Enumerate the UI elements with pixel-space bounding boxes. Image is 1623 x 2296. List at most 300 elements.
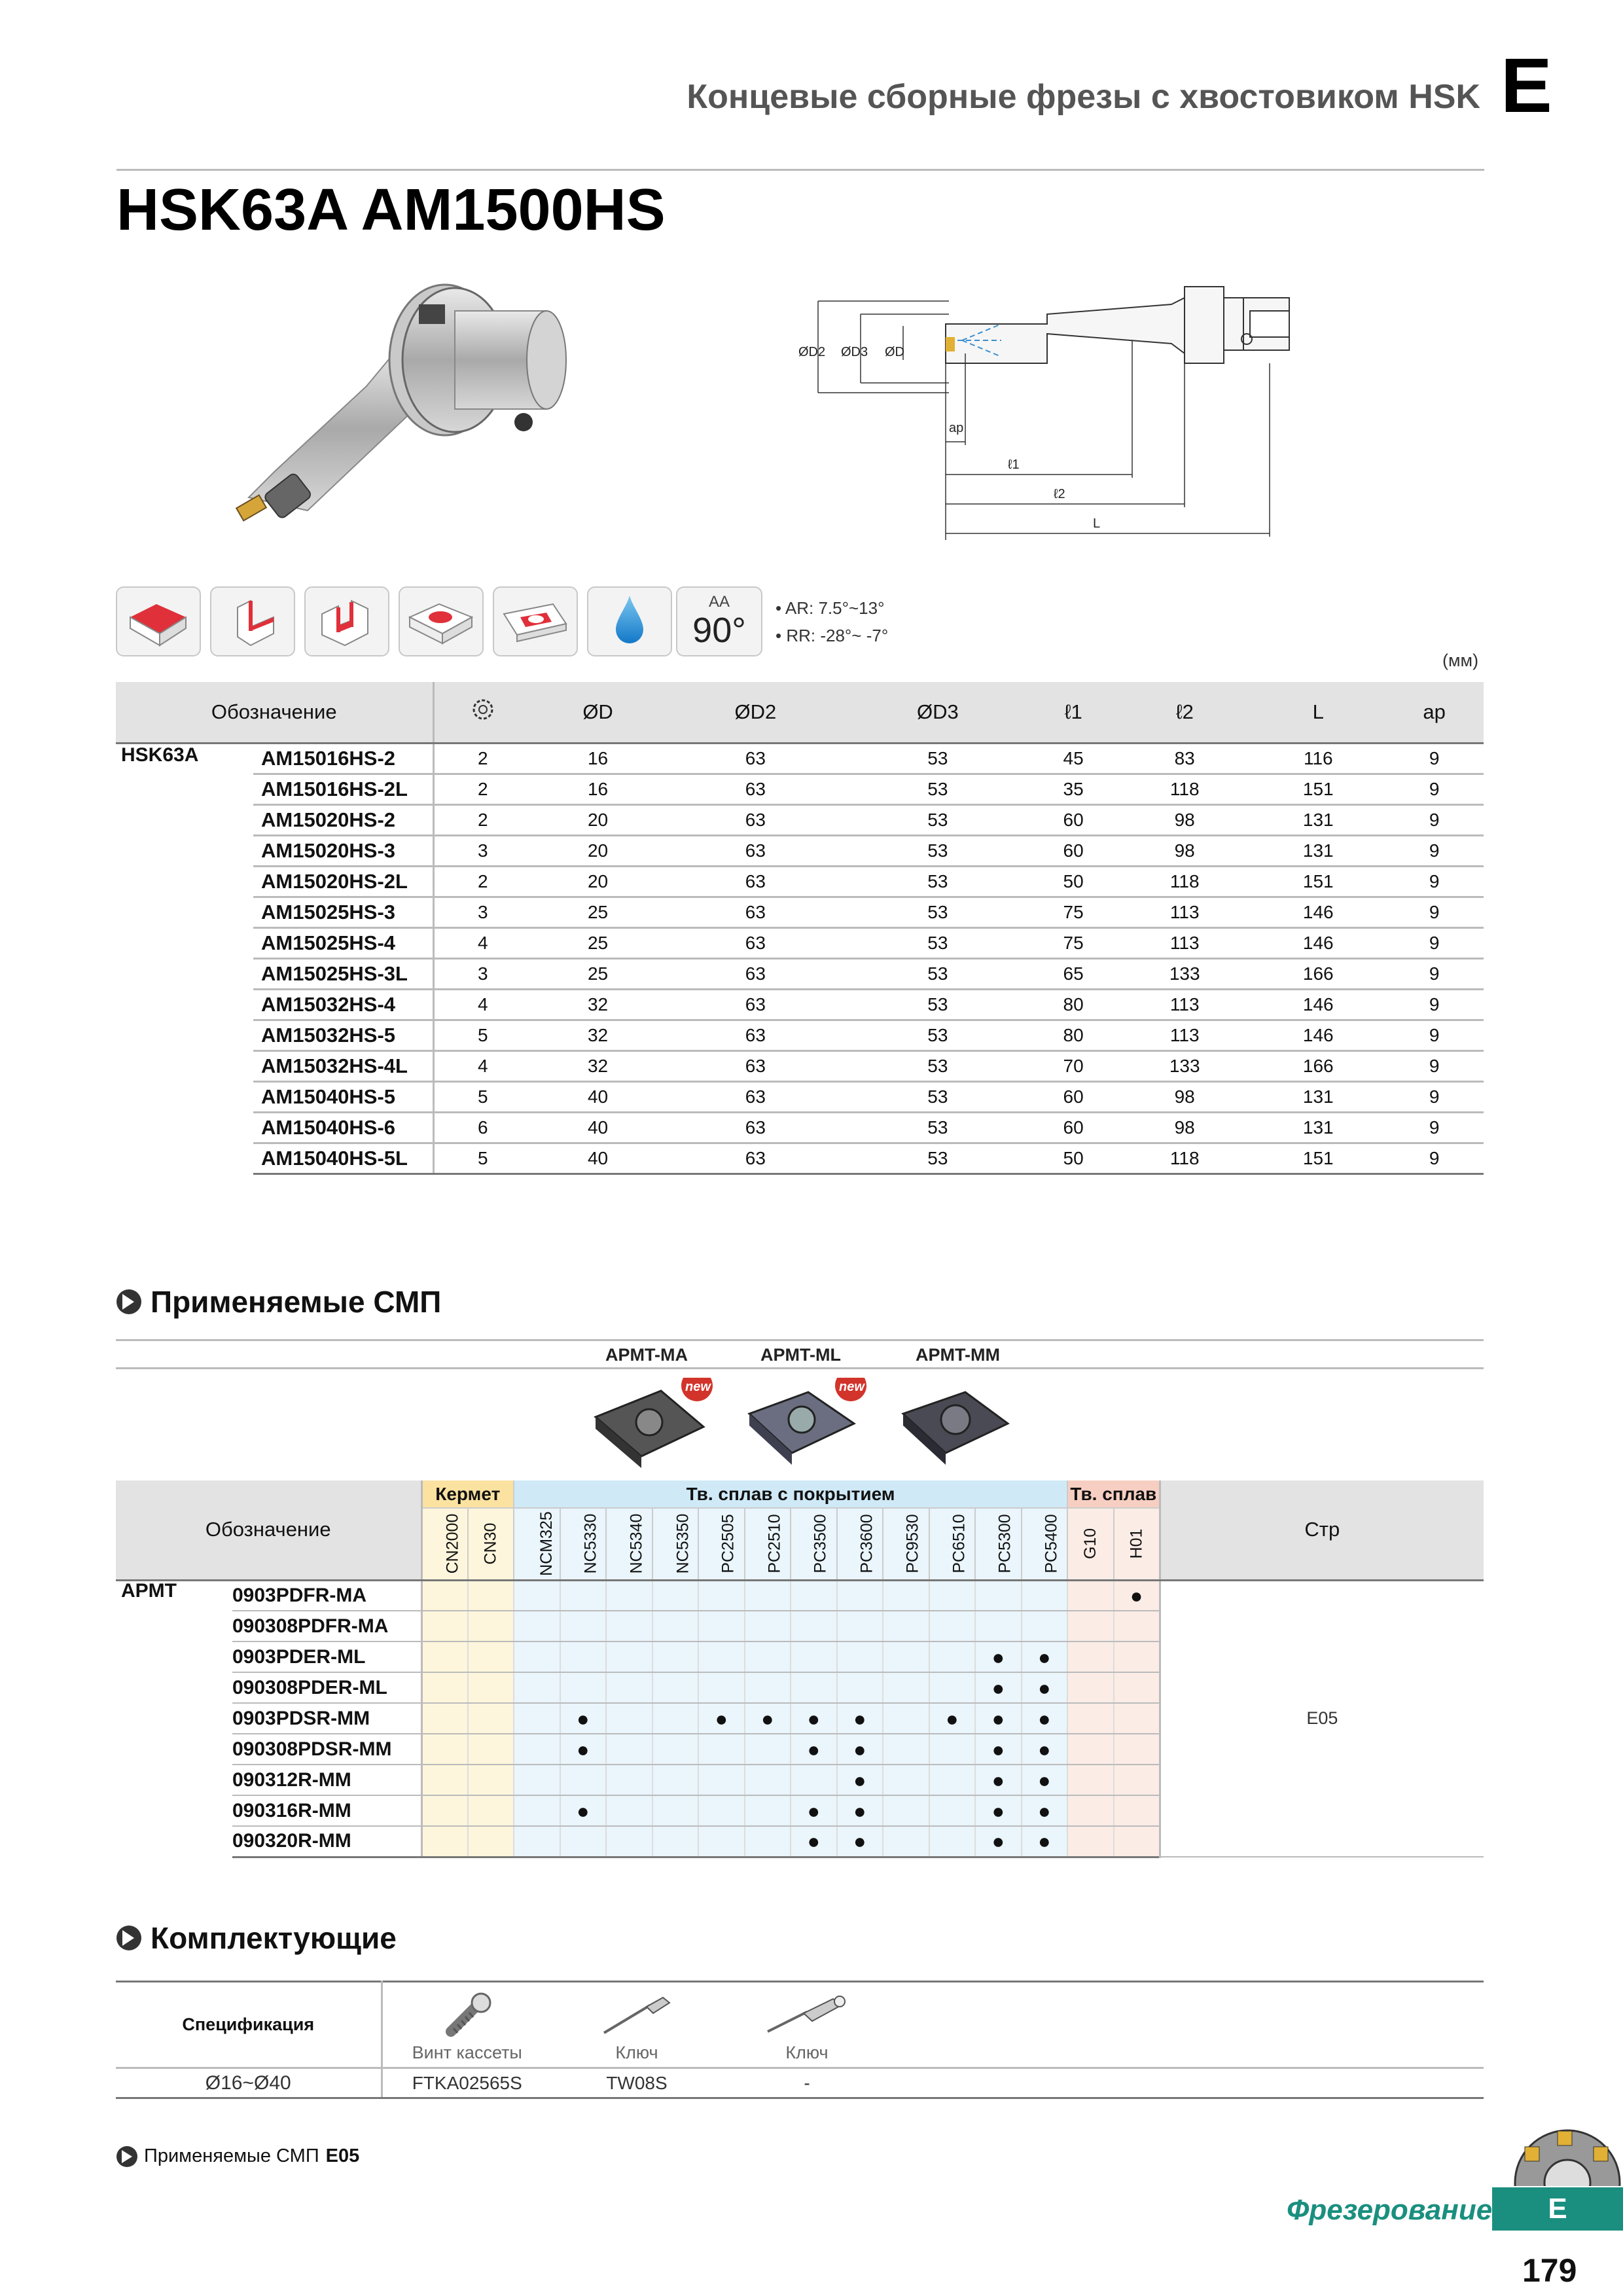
grade-header: NC5330 [560,1508,607,1580]
table-cell: 53 [847,1050,1029,1081]
inserts-section-title: Применяемые СМП [116,1284,441,1319]
radial-rake-spec: • RR: -28°~ -7° [776,626,889,645]
table-cell: 16 [531,774,664,804]
grade-cell [929,1795,976,1826]
grade-cell [1114,1795,1160,1826]
table-cell: 63 [664,927,846,958]
table-cell: 9 [1385,958,1484,989]
grade-mark: ● [929,1703,976,1734]
table-row [116,1050,1484,1081]
tool-code: AM15025HS-4 [253,927,433,958]
table-cell: 98 [1118,835,1251,866]
parts-screw-code: FTKA02565S [382,2068,552,2098]
table-cell: 63 [664,1112,846,1143]
grade-mark: ● [975,1795,1022,1826]
table-cell: 151 [1251,1143,1385,1174]
table-row [116,958,1484,989]
grade-cell [883,1826,929,1857]
table-cell: 4 [433,1050,531,1081]
table-cell: 118 [1118,1143,1251,1174]
grade-cell [421,1703,468,1734]
table-cell: 20 [531,835,664,866]
tool-code: AM15020HS-3 [253,835,433,866]
grade-mark: ● [1022,1641,1068,1672]
table-cell: 60 [1029,804,1118,835]
table-cell: 131 [1251,1081,1385,1112]
grade-mark: ● [837,1795,883,1826]
grade-cell [837,1641,883,1672]
table-cell: 63 [664,1050,846,1081]
table-cell: 133 [1118,958,1251,989]
unit-label: (мм) [1442,651,1479,670]
grade-cell [745,1611,791,1641]
grade-cell [468,1734,514,1765]
grade-cell [1067,1765,1114,1795]
grade-cell [698,1734,745,1765]
grade-cell [468,1826,514,1857]
table-row [116,897,1484,927]
tool-code: AM15016HS-2L [253,774,433,804]
grade-cell [560,1826,607,1857]
tool-code: AM15025HS-3L [253,958,433,989]
shoulder-icon [210,586,295,656]
table-cell: 133 [1118,1050,1251,1081]
table-cell: 63 [664,743,846,774]
grade-cell [791,1611,837,1641]
tool-code: AM15040HS-5L [253,1143,433,1174]
table-row [116,866,1484,897]
grade-cell [1022,1611,1068,1641]
dimensions-table [116,682,1484,1175]
grade-cell [514,1795,560,1826]
insert-code: 0903PDSR-MM [232,1703,421,1734]
approach-angle-label: AA [708,593,730,611]
table-row [116,1112,1484,1143]
grade-cell [698,1826,745,1857]
dimension-diagram [792,275,1309,543]
grade-cell [560,1611,607,1641]
grade-mark: ● [791,1734,837,1765]
grade-cell [652,1641,699,1672]
table-cell: 60 [1029,1081,1118,1112]
grade-cell [606,1795,652,1826]
grade-cell [652,1703,699,1734]
shank-prefix: HSK63A [121,744,199,766]
grade-cell [883,1703,929,1734]
group-carbide: Тв. сплав [1067,1480,1160,1508]
col-d: ØD [531,682,664,743]
grade-cell [606,1611,652,1641]
grade-cell [837,1580,883,1611]
grade-cell [791,1641,837,1672]
grade-mark: ● [1022,1703,1068,1734]
grade-cell [1067,1795,1114,1826]
grade-cell [606,1703,652,1734]
tool-code: AM15016HS-2 [253,743,433,774]
reference-link[interactable]: Применяемые СМП E05 [116,2145,359,2167]
label-d2: ØD2 [798,345,826,359]
table-cell: 63 [664,1143,846,1174]
grade-cell [1022,1580,1068,1611]
table-cell: 9 [1385,1112,1484,1143]
parts-section-title: Комплектующие [116,1920,397,1956]
parts-spec-header: Спецификация [116,1982,382,2068]
grade-cell [560,1580,607,1611]
grade-mark: ● [1022,1826,1068,1857]
coolant-icon [587,586,672,656]
roughing-icon [116,586,201,656]
grade-cell [929,1672,976,1703]
grade-mark: ● [1022,1765,1068,1795]
table-cell: 50 [1029,866,1118,897]
grade-cell [929,1641,976,1672]
group-cermet: Кермет [421,1480,514,1508]
insert-code: 0903PDER-ML [232,1641,421,1672]
grade-cell [698,1672,745,1703]
table-cell: 32 [531,1050,664,1081]
grade-header: NCM325 [514,1508,560,1580]
insert-prefix: APMT [121,1579,177,1602]
grade-cell [929,1765,976,1795]
grade-cell [560,1765,607,1795]
table-cell: 5 [433,1143,531,1174]
grade-mark: ● [698,1703,745,1734]
key-icon [597,1992,676,2038]
tool-code: AM15032HS-4L [253,1050,433,1081]
grade-cell [837,1611,883,1641]
grade-cell [883,1672,929,1703]
col-L: L [1251,682,1385,743]
grade-cell [745,1826,791,1857]
grade-mark: ● [745,1703,791,1734]
grade-mark: ● [1114,1580,1160,1611]
table-cell: 9 [1385,866,1484,897]
group-coated-carbide: Тв. сплав с покрытием [514,1480,1067,1508]
insert-apmt-ma-image [582,1378,720,1476]
table-cell: 40 [531,1143,664,1174]
table-cell: 131 [1251,804,1385,835]
table-row [116,1081,1484,1112]
grade-cell [652,1580,699,1611]
table-cell: 113 [1118,927,1251,958]
grade-mark: ● [975,1765,1022,1795]
reference-arrow-icon [116,2146,137,2167]
grade-cell [929,1734,976,1765]
grade-cell [421,1826,468,1857]
insert-name: APMT-MM [916,1345,1000,1365]
section-bullet-icon [116,1926,141,1950]
table-cell: 2 [433,774,531,804]
grade-cell [514,1672,560,1703]
grade-col-designation: Обозначение [116,1480,421,1580]
grade-cell [1067,1611,1114,1641]
table-cell: 131 [1251,1112,1385,1143]
table-cell: 113 [1118,1020,1251,1050]
grade-cell [606,1641,652,1672]
table-cell: 80 [1029,1020,1118,1050]
table-cell: 40 [531,1112,664,1143]
grade-cell [929,1611,976,1641]
table-cell: 50 [1029,1143,1118,1174]
grade-cell [560,1641,607,1672]
table-cell: 146 [1251,1020,1385,1050]
grade-cell [1067,1641,1114,1672]
grade-cell [1114,1826,1160,1857]
col-d2: ØD2 [664,682,846,743]
grade-mark: ● [837,1734,883,1765]
table-row [116,743,1484,774]
pocketing-icon [493,586,578,656]
grade-cell [468,1765,514,1795]
grade-cell [745,1641,791,1672]
tool-code: AM15025HS-3 [253,897,433,927]
grade-cell [421,1611,468,1641]
approach-angle-value: 90° [692,611,746,650]
table-cell: 63 [664,1020,846,1050]
tool-code: AM15040HS-5 [253,1081,433,1112]
grade-col-page: Стр [1160,1480,1484,1580]
table-cell: 4 [433,989,531,1020]
table-cell: 4 [433,927,531,958]
grade-cell [606,1580,652,1611]
grade-cell [514,1765,560,1795]
grade-cell [421,1734,468,1765]
insert-code: 0903PDFR-MA [232,1580,421,1611]
table-cell: 63 [664,897,846,927]
grade-cell [421,1580,468,1611]
grade-cell [606,1734,652,1765]
grade-cell [1067,1734,1114,1765]
table-cell: 9 [1385,1050,1484,1081]
table-cell: 118 [1118,866,1251,897]
parts-table [116,1981,1484,2099]
table-cell: 83 [1118,743,1251,774]
insert-apmt-mm-image [890,1378,1027,1476]
table-cell: 9 [1385,989,1484,1020]
grade-header: NC5350 [652,1508,699,1580]
grade-cell [652,1611,699,1641]
table-cell: 146 [1251,989,1385,1020]
grade-header: PC9530 [883,1508,929,1580]
grade-cell [791,1765,837,1795]
table-cell: 53 [847,958,1029,989]
table-row [116,927,1484,958]
table-cell: 65 [1029,958,1118,989]
header-divider [116,169,1484,171]
table-cell: 40 [531,1081,664,1112]
grade-header: NC5340 [606,1508,652,1580]
grade-mark: ● [975,1826,1022,1857]
grade-cell [698,1795,745,1826]
grade-cell [421,1795,468,1826]
table-cell: 75 [1029,927,1118,958]
table-cell: 60 [1029,1112,1118,1143]
table-row [116,804,1484,835]
grade-cell [745,1765,791,1795]
grade-cell [745,1734,791,1765]
grade-mark: ● [791,1795,837,1826]
grade-cell [468,1703,514,1734]
table-cell: 9 [1385,927,1484,958]
table-cell: 63 [664,835,846,866]
table-cell: 53 [847,1143,1029,1174]
label-l2: ℓ2 [1054,487,1065,501]
section-bullet-icon [116,1289,141,1314]
grade-cell [514,1734,560,1765]
grade-cell [837,1672,883,1703]
grade-mark: ● [560,1795,607,1826]
table-cell: 113 [1118,989,1251,1020]
grade-cell [1114,1672,1160,1703]
grade-cell [606,1765,652,1795]
insert-name: APMT-ML [760,1345,841,1365]
grade-cell [1067,1826,1114,1857]
grade-mark: ● [975,1641,1022,1672]
grade-cell [745,1580,791,1611]
table-cell: 35 [1029,774,1118,804]
table-cell: 63 [664,774,846,804]
table-cell: 6 [433,1112,531,1143]
col-l1: ℓ1 [1029,682,1118,743]
milling-cutter-icon [1512,2121,1623,2186]
table-cell: 98 [1118,1081,1251,1112]
table-cell: 63 [664,1081,846,1112]
col-teeth [433,682,531,743]
grade-cell [606,1826,652,1857]
table-cell: 75 [1029,897,1118,927]
table-cell: 151 [1251,774,1385,804]
table-cell: 166 [1251,1050,1385,1081]
table-cell: 63 [664,958,846,989]
grade-cell [468,1611,514,1641]
table-cell: 32 [531,989,664,1020]
grade-cell [468,1795,514,1826]
table-cell: 146 [1251,897,1385,927]
table-cell: 53 [847,835,1029,866]
grade-mark: ● [1022,1734,1068,1765]
grade-cell [883,1580,929,1611]
table-cell: 53 [847,897,1029,927]
svg-text:new: new [839,1380,865,1394]
grade-cell [1114,1703,1160,1734]
label-d: ØD [885,345,904,359]
col-d3: ØD3 [847,682,1029,743]
footer-category: Фрезерование [1287,2194,1493,2226]
grade-cell [698,1765,745,1795]
table-cell: 53 [847,774,1029,804]
grade-cell [468,1580,514,1611]
table-row [116,835,1484,866]
label-L: L [1093,516,1101,531]
table-cell: 3 [433,835,531,866]
table-cell: 53 [847,743,1029,774]
grade-cell [1114,1641,1160,1672]
insert-code: 090312R-MM [232,1765,421,1795]
table-row [116,1143,1484,1174]
grade-cell [606,1672,652,1703]
grade-cell [1114,1734,1160,1765]
grade-cell [883,1734,929,1765]
grade-header: CN2000 [421,1508,468,1580]
grade-mark: ● [837,1826,883,1857]
slotting-icon [304,586,389,656]
grade-header: PC6510 [929,1508,976,1580]
table-cell: 20 [531,804,664,835]
insert-code: 090316R-MM [232,1795,421,1826]
table-cell: 9 [1385,804,1484,835]
grade-cell [1067,1672,1114,1703]
table-cell: 113 [1118,897,1251,927]
grade-cell [883,1611,929,1641]
table-cell: 25 [531,897,664,927]
tool-code: AM15020HS-2L [253,866,433,897]
table-cell: 9 [1385,897,1484,927]
table-cell: 9 [1385,743,1484,774]
table-cell: 63 [664,866,846,897]
table-row [116,774,1484,804]
part-key-2: Ключ [722,1982,892,2068]
grade-cell [514,1826,560,1857]
table-cell: 5 [433,1020,531,1050]
grade-mark: ● [975,1703,1022,1734]
grade-header: CN30 [468,1508,514,1580]
table-cell: 20 [531,866,664,897]
table-cell: 80 [1029,989,1118,1020]
grade-cell [421,1641,468,1672]
table-cell: 63 [664,804,846,835]
table-row [116,1020,1484,1050]
table-cell: 53 [847,804,1029,835]
page-number: 179 [1522,2252,1577,2289]
grade-cell [698,1580,745,1611]
grade-mark: ● [560,1734,607,1765]
tool-holder-photo [229,275,596,543]
table-row [116,989,1484,1020]
grade-mark: ● [1022,1672,1068,1703]
grade-cell [1114,1611,1160,1641]
insert-code: 090308PDFR-MA [232,1611,421,1641]
table-cell: 131 [1251,835,1385,866]
insert-names-bar [116,1339,1484,1369]
table-cell: 45 [1029,743,1118,774]
table-cell: 53 [847,989,1029,1020]
grade-cell [514,1580,560,1611]
teeth-count-icon [470,696,496,723]
grade-cell [791,1580,837,1611]
table-cell: 53 [847,927,1029,958]
grade-cell [1114,1765,1160,1795]
table-cell: 3 [433,958,531,989]
grade-cell [421,1672,468,1703]
table-cell: 32 [531,1020,664,1050]
grade-cell [652,1672,699,1703]
table-cell: 146 [1251,927,1385,958]
section-letter: E [1501,43,1552,129]
part-clamp-screw: Винт кассеты [382,1982,552,2068]
table-cell: 25 [531,927,664,958]
grade-mark: ● [975,1672,1022,1703]
grade-header: G10 [1067,1508,1114,1580]
table-cell: 5 [433,1081,531,1112]
part-key-1: Ключ [552,1982,722,2068]
table-cell: 16 [531,743,664,774]
footer-section-tab: E [1492,2187,1623,2231]
grade-cell [929,1580,976,1611]
torque-key-icon [761,1992,853,2038]
grade-cell [514,1703,560,1734]
table-cell: 2 [433,804,531,835]
insert-apmt-ml-image [736,1378,874,1476]
